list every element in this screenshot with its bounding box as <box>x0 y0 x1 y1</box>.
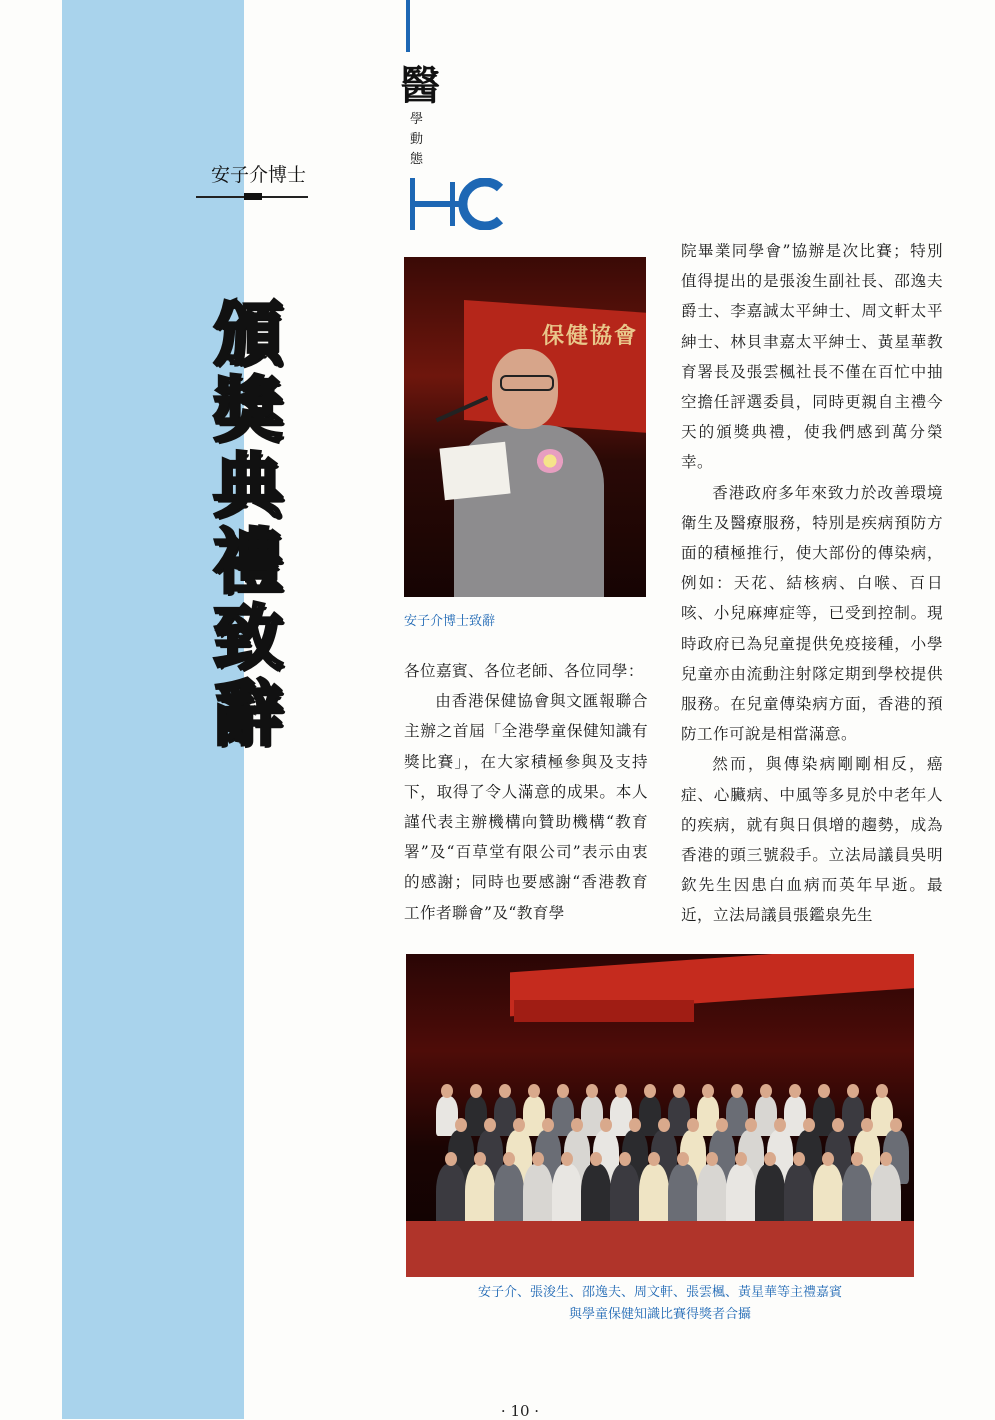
title-char: 辭 <box>213 673 283 755</box>
author-name: 安子介博士 <box>210 164 306 186</box>
photo-person-head <box>503 1152 515 1166</box>
photo-person-head <box>470 1084 482 1098</box>
photo-person-head <box>706 1152 718 1166</box>
photo-person-head <box>673 1084 685 1098</box>
body-paragraph: 院畢業同學會”協辦是次比賽；特別值得提出的是張浚生副社長、邵逸夫爵士、李嘉誠太平紳士、周文軒太平紳士、林貝聿嘉太平紳士、黃星華教育署長及張雲楓社長不僅在百忙中抽空擔任評選委員，同時更親自主禮今天的頒獎典禮，使我們感到萬分榮幸。 <box>681 242 943 472</box>
photo-person-head <box>586 1084 598 1098</box>
photo-person-head <box>890 1118 902 1132</box>
photo-person-head <box>876 1084 888 1098</box>
photo-person-head <box>702 1084 714 1098</box>
title-char: 頒 <box>213 293 283 375</box>
photo-person-head <box>803 1118 815 1132</box>
photo-person-head <box>644 1084 656 1098</box>
photo-person-head <box>571 1118 583 1132</box>
title-char: 禮 <box>213 521 283 603</box>
photo-stage <box>406 1221 914 1277</box>
photo-person-head <box>542 1118 554 1132</box>
page-number: · 10 · <box>500 1402 540 1420</box>
photo-person-head <box>648 1152 660 1166</box>
photo-person-head <box>764 1152 776 1166</box>
photo-person-head <box>455 1118 467 1132</box>
caption-line: 安子介、張浚生、邵逸夫、周文軒、張雲楓、黃星華等主禮嘉賓 <box>477 1285 842 1300</box>
photo-caption: 安子介博士致辭 <box>404 614 496 629</box>
photo-person-head <box>528 1084 540 1098</box>
photo-person-head <box>615 1084 627 1098</box>
photo-person-head <box>499 1084 511 1098</box>
photo-person-head <box>745 1118 757 1132</box>
speaker-photo <box>404 257 646 597</box>
photo-figure-glasses <box>500 375 554 391</box>
photo-person-head <box>818 1084 830 1098</box>
body-paragraph: 由香港保健協會與文匯報聯合主辦之首屆「全港學童保健知識有獎比賽」，在大家積極參與及支持下，取得了令人滿意的成果。本人謹代表主辦機構向贊助機構“教育署”及“百草堂有限公司”表示由衷的感謝；同時也要感謝“香港教育工作者聯會”及“教育學 <box>404 692 648 922</box>
body-paragraph: 然而，與傳染病剛剛相反，癌症、心臟病、中風等多見於中老年人的疾病，就有與日俱增的趨勢，成為香港的頭三號殺手。立法局議員吳明欽先生因患白血病而英年早逝。最近，立法局議員張鑑泉先生 <box>681 755 943 925</box>
author-divider-mark <box>244 193 262 200</box>
photo-person-head <box>687 1118 699 1132</box>
photo-person-head <box>880 1152 892 1166</box>
body-paragraph: 香港政府多年來致力於改善環境衛生及醫療服務，特別是疾病預防方面的積極推行，使大部份的傳染病，例如：天花、結核病、白喉、百日咳、小兒麻痺症等，已受到控制。現時政府已為兒童提供免疫接種，小學兒童亦由流動注射隊定期到學校提供服務。在兒童傳染病方面，香港的預防工作可說是相當滿意。 <box>681 483 943 744</box>
photo-person-head <box>861 1118 873 1132</box>
photo-person-head <box>822 1152 834 1166</box>
logo-character: 醫 <box>400 62 440 109</box>
caption-line: 與學童保健知識比賽得獎者合攝 <box>568 1307 751 1322</box>
photo-person-head <box>760 1084 772 1098</box>
photo-banner-text: 保健協會 <box>541 323 638 349</box>
group-photo-caption <box>406 1282 914 1326</box>
salutation: 各位嘉賓、各位老師、各位同學： <box>404 662 644 680</box>
body-column-left <box>404 656 648 928</box>
photo-person-head <box>619 1152 631 1166</box>
photo-speech-paper <box>439 442 510 501</box>
photo-person-head <box>557 1084 569 1098</box>
corsage-icon <box>536 449 564 473</box>
article-title <box>208 293 288 755</box>
photo-person-head <box>851 1152 863 1166</box>
body-column-right <box>681 236 943 931</box>
photo-person-head <box>561 1152 573 1166</box>
photo-person-head <box>774 1118 786 1132</box>
photo-person-head <box>658 1118 670 1132</box>
photo-person-head <box>513 1118 525 1132</box>
photo-person-head <box>793 1152 805 1166</box>
photo-person-head <box>677 1152 689 1166</box>
photo-person-head <box>484 1118 496 1132</box>
title-char: 獎 <box>213 369 283 451</box>
hc-logo-icon <box>402 178 514 230</box>
photo-person-head <box>600 1118 612 1132</box>
photo-banner-small <box>514 1000 694 1022</box>
photo-person-head <box>590 1152 602 1166</box>
photo-person-head <box>789 1084 801 1098</box>
photo-person-head <box>832 1118 844 1132</box>
photo-person-head <box>735 1152 747 1166</box>
title-char: 致 <box>213 597 283 679</box>
photo-person-head <box>847 1084 859 1098</box>
title-char: 典 <box>213 445 283 527</box>
section-label: 學動態 <box>410 112 424 167</box>
photo-person-head <box>445 1152 457 1166</box>
photo-person-head <box>716 1118 728 1132</box>
section-logo <box>396 0 516 240</box>
photo-person-head <box>532 1152 544 1166</box>
photo-person-head <box>441 1084 453 1098</box>
photo-crowd <box>436 1096 914 1226</box>
group-photo <box>406 954 914 1277</box>
logo-line <box>406 0 410 52</box>
photo-person-head <box>629 1118 641 1132</box>
photo-person-head <box>474 1152 486 1166</box>
photo-person-head <box>731 1084 743 1098</box>
